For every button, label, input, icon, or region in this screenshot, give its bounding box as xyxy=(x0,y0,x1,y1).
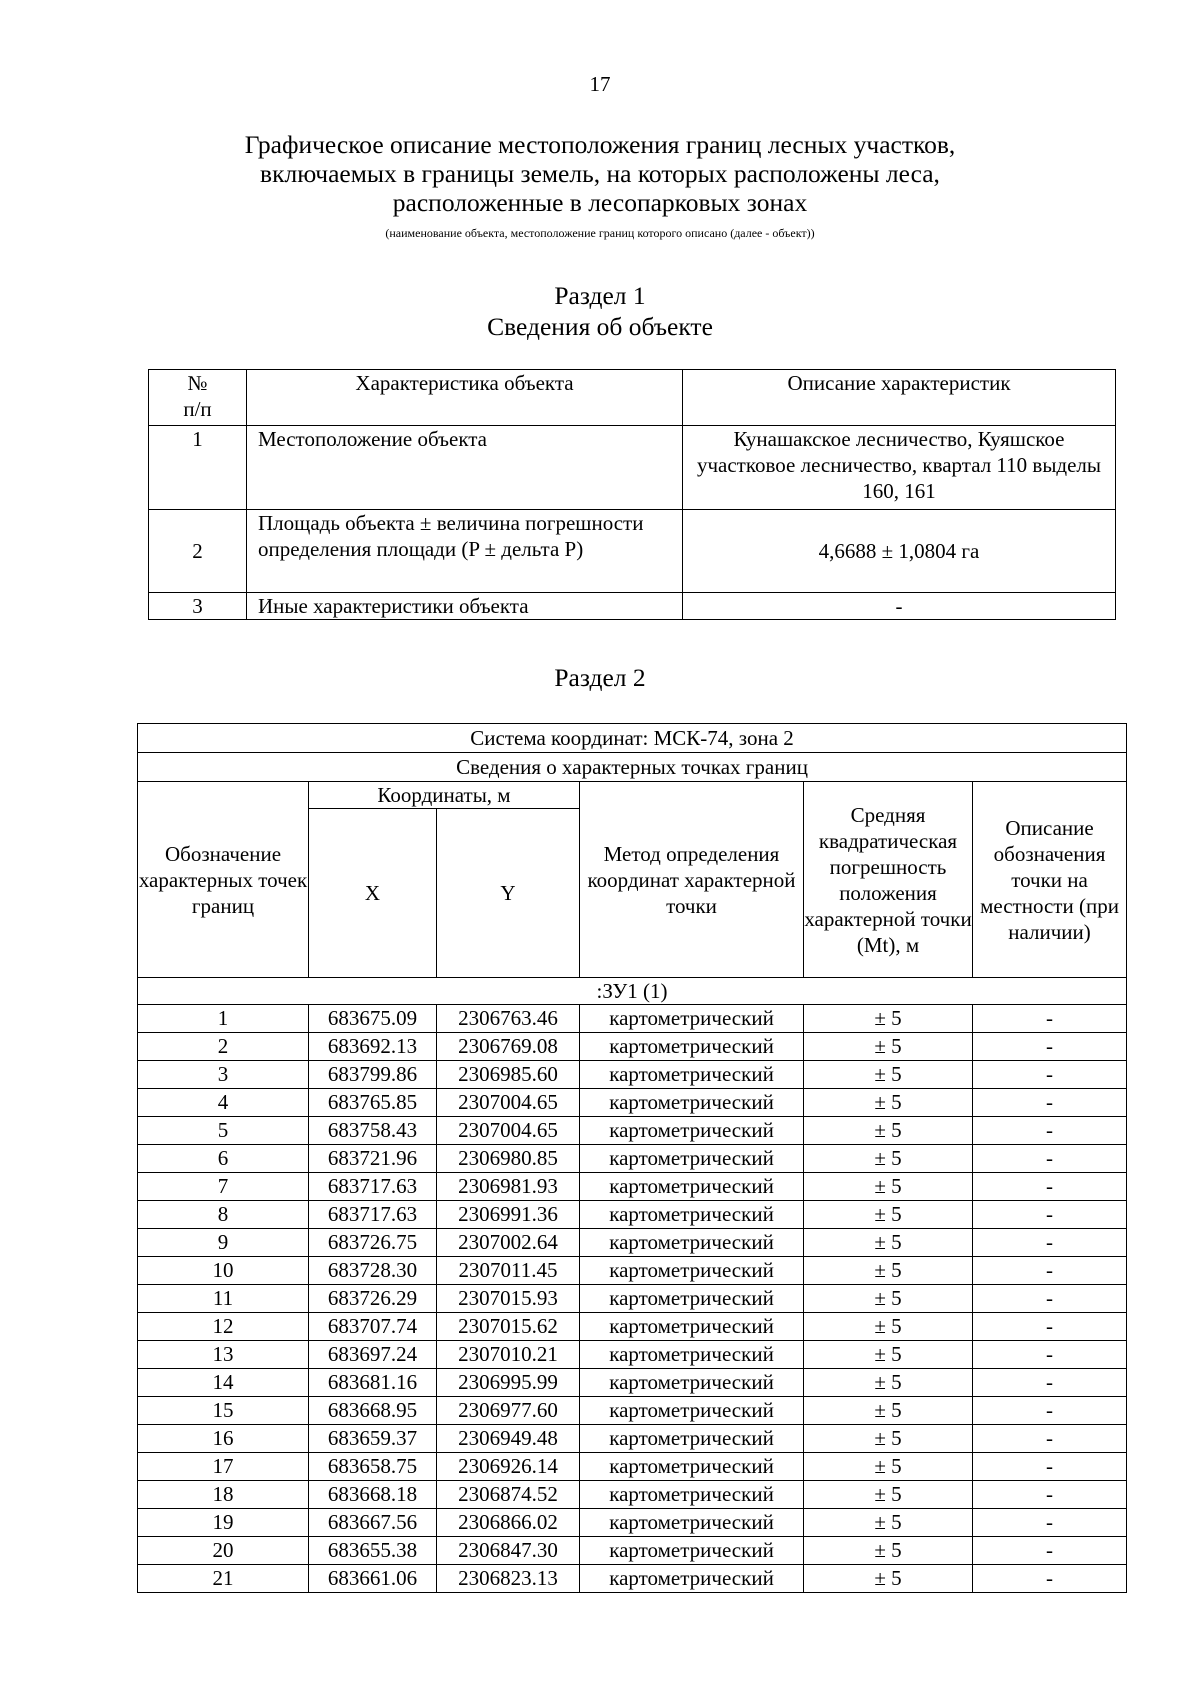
row-number: 1 xyxy=(149,426,247,510)
table-row xyxy=(149,593,1116,620)
method-cell: картометрический xyxy=(580,1061,804,1089)
error-cell: ± 5 xyxy=(804,1173,973,1201)
point-cell: 20 xyxy=(138,1537,309,1565)
y-cell: 2307011.45 xyxy=(437,1257,580,1285)
desc-cell: - xyxy=(973,1201,1127,1229)
error-cell: ± 5 xyxy=(804,1005,973,1033)
point-cell: 17 xyxy=(138,1453,309,1481)
header-description: Описание характеристик xyxy=(683,370,1116,426)
x-cell: 683697.24 xyxy=(309,1341,437,1369)
title-line: включаемых в границы земель, на которых расположены леса, xyxy=(260,159,940,188)
method-cell: картометрический xyxy=(580,1313,804,1341)
y-cell: 2306949.48 xyxy=(437,1425,580,1453)
y-cell: 2307004.65 xyxy=(437,1117,580,1145)
method-cell: картометрический xyxy=(580,1201,804,1229)
coordinate-system: Система координат: МСК-74, зона 2 xyxy=(138,724,1127,753)
table-row xyxy=(138,1285,1127,1313)
error-cell: ± 5 xyxy=(804,1033,973,1061)
point-cell: 4 xyxy=(138,1089,309,1117)
y-cell: 2307015.62 xyxy=(437,1313,580,1341)
method-cell: картометрический xyxy=(580,1089,804,1117)
title-note: (наименование объекта, местоположение границ которого описано (далее - объект)) xyxy=(385,226,815,240)
table-row xyxy=(138,1173,1127,1201)
table-row xyxy=(138,1145,1127,1173)
point-cell: 11 xyxy=(138,1285,309,1313)
method-cell: картометрический xyxy=(580,1257,804,1285)
desc-cell: - xyxy=(973,1285,1127,1313)
y-cell: 2306995.99 xyxy=(437,1369,580,1397)
header-point: Обозначение характерных точек границ xyxy=(138,782,309,978)
desc-cell: - xyxy=(973,1425,1127,1453)
x-cell: 683659.37 xyxy=(309,1425,437,1453)
method-cell: картометрический xyxy=(580,1145,804,1173)
header-coords: Координаты, м xyxy=(309,782,580,809)
table-row xyxy=(138,1089,1127,1117)
header-y: Y xyxy=(437,809,580,978)
x-cell: 683667.56 xyxy=(309,1509,437,1537)
table-row xyxy=(138,1565,1127,1593)
table-row xyxy=(138,1537,1127,1565)
error-cell: ± 5 xyxy=(804,1257,973,1285)
point-cell: 21 xyxy=(138,1565,309,1593)
error-cell: ± 5 xyxy=(804,1481,973,1509)
table-row xyxy=(138,1453,1127,1481)
x-cell: 683726.75 xyxy=(309,1229,437,1257)
system-row xyxy=(138,724,1127,753)
x-cell: 683707.74 xyxy=(309,1313,437,1341)
error-cell: ± 5 xyxy=(804,1285,973,1313)
row-characteristic: Местоположение объекта xyxy=(247,426,683,510)
desc-cell: - xyxy=(973,1089,1127,1117)
desc-cell: - xyxy=(973,1397,1127,1425)
point-cell: 19 xyxy=(138,1509,309,1537)
method-cell: картометрический xyxy=(580,1453,804,1481)
error-cell: ± 5 xyxy=(804,1145,973,1173)
y-cell: 2306991.36 xyxy=(437,1201,580,1229)
desc-cell: - xyxy=(973,1313,1127,1341)
y-cell: 2306763.46 xyxy=(437,1005,580,1033)
error-cell: ± 5 xyxy=(804,1509,973,1537)
table-row xyxy=(138,1425,1127,1453)
table-row xyxy=(138,1033,1127,1061)
desc-cell: - xyxy=(973,1061,1127,1089)
method-cell: картометрический xyxy=(580,1341,804,1369)
error-cell: ± 5 xyxy=(804,1089,973,1117)
method-cell: картометрический xyxy=(580,1369,804,1397)
method-cell: картометрический xyxy=(580,1173,804,1201)
error-cell: ± 5 xyxy=(804,1229,973,1257)
point-cell: 7 xyxy=(138,1173,309,1201)
header-method: Метод определения координат характерной точки xyxy=(580,782,804,978)
object-info-table xyxy=(148,369,1116,620)
x-cell: 683758.43 xyxy=(309,1117,437,1145)
page-number: 17 xyxy=(589,72,611,96)
y-cell: 2306985.60 xyxy=(437,1061,580,1089)
row-number: 3 xyxy=(149,593,247,620)
error-cell: ± 5 xyxy=(804,1397,973,1425)
table-row xyxy=(138,1313,1127,1341)
header-characteristic: Характеристика объекта xyxy=(247,370,683,426)
point-cell: 10 xyxy=(138,1257,309,1285)
y-cell: 2307015.93 xyxy=(437,1285,580,1313)
header-row xyxy=(138,782,1127,809)
error-cell: ± 5 xyxy=(804,1453,973,1481)
table-row xyxy=(138,1229,1127,1257)
y-cell: 2306980.85 xyxy=(437,1145,580,1173)
y-cell: 2307002.64 xyxy=(437,1229,580,1257)
points-body xyxy=(138,1005,1127,1593)
y-cell: 2306866.02 xyxy=(437,1509,580,1537)
error-cell: ± 5 xyxy=(804,1565,973,1593)
method-cell: картометрический xyxy=(580,1033,804,1061)
desc-cell: - xyxy=(973,1369,1127,1397)
error-cell: ± 5 xyxy=(804,1425,973,1453)
x-cell: 683799.86 xyxy=(309,1061,437,1089)
table-row xyxy=(138,1201,1127,1229)
desc-cell: - xyxy=(973,1537,1127,1565)
method-cell: картометрический xyxy=(580,1481,804,1509)
y-cell: 2306769.08 xyxy=(437,1033,580,1061)
boundary-points-table xyxy=(137,723,1127,1593)
row-characteristic: Площадь объекта ± величина погрешности определения площади (P ± дельта P) xyxy=(247,510,683,593)
x-cell: 683717.63 xyxy=(309,1201,437,1229)
x-cell: 683675.09 xyxy=(309,1005,437,1033)
error-cell: ± 5 xyxy=(804,1313,973,1341)
table-row xyxy=(138,1369,1127,1397)
point-cell: 5 xyxy=(138,1117,309,1145)
parcel-label: :ЗУ1 (1) xyxy=(138,978,1127,1005)
error-cell: ± 5 xyxy=(804,1537,973,1565)
point-cell: 8 xyxy=(138,1201,309,1229)
x-cell: 683726.29 xyxy=(309,1285,437,1313)
x-cell: 683661.06 xyxy=(309,1565,437,1593)
document-title xyxy=(100,130,1100,217)
table-row xyxy=(149,426,1116,510)
error-cell: ± 5 xyxy=(804,1201,973,1229)
header-number: № п/п xyxy=(149,370,247,426)
x-cell: 683765.85 xyxy=(309,1089,437,1117)
table-row xyxy=(138,1481,1127,1509)
table-row xyxy=(138,1341,1127,1369)
header-error: Средняя квадратическая погрешность положения характерной точки (Mt), м xyxy=(804,782,973,978)
y-cell: 2306926.14 xyxy=(437,1453,580,1481)
y-cell: 2307004.65 xyxy=(437,1089,580,1117)
desc-cell: - xyxy=(973,1033,1127,1061)
table-row xyxy=(149,510,1116,593)
y-cell: 2306874.52 xyxy=(437,1481,580,1509)
error-cell: ± 5 xyxy=(804,1369,973,1397)
point-cell: 3 xyxy=(138,1061,309,1089)
x-cell: 683655.38 xyxy=(309,1537,437,1565)
x-cell: 683668.95 xyxy=(309,1397,437,1425)
desc-cell: - xyxy=(973,1509,1127,1537)
parcel-row xyxy=(138,978,1127,1005)
row-description: Кунашакское лесничество, Куяшское участковое лесничество, квартал 110 выделы 160, 161 xyxy=(683,426,1116,510)
point-cell: 16 xyxy=(138,1425,309,1453)
title-line: расположенные в лесопарковых зонах xyxy=(392,188,808,217)
desc-cell: - xyxy=(973,1117,1127,1145)
method-cell: картометрический xyxy=(580,1565,804,1593)
x-cell: 683658.75 xyxy=(309,1453,437,1481)
table-row xyxy=(138,1509,1127,1537)
desc-cell: - xyxy=(973,1565,1127,1593)
title-line: Графическое описание местоположения границ лесных участков, xyxy=(244,130,956,159)
section1-title: Раздел 1 xyxy=(554,281,646,310)
point-cell: 15 xyxy=(138,1397,309,1425)
section2-heading: Раздел 2 xyxy=(554,663,646,692)
table-row xyxy=(138,1061,1127,1089)
method-cell: картометрический xyxy=(580,1425,804,1453)
table-row xyxy=(138,1117,1127,1145)
row-description: - xyxy=(683,593,1116,620)
point-cell: 14 xyxy=(138,1369,309,1397)
method-cell: картометрический xyxy=(580,1229,804,1257)
method-cell: картометрический xyxy=(580,1537,804,1565)
desc-cell: - xyxy=(973,1341,1127,1369)
section1-heading xyxy=(100,280,1100,342)
desc-cell: - xyxy=(973,1229,1127,1257)
table-caption: Сведения о характерных точках границ xyxy=(138,753,1127,782)
x-cell: 683681.16 xyxy=(309,1369,437,1397)
error-cell: ± 5 xyxy=(804,1341,973,1369)
y-cell: 2306823.13 xyxy=(437,1565,580,1593)
header-desc: Описание обозначения точки на местности (при наличии) xyxy=(973,782,1127,978)
point-cell: 6 xyxy=(138,1145,309,1173)
x-cell: 683717.63 xyxy=(309,1173,437,1201)
desc-cell: - xyxy=(973,1257,1127,1285)
point-cell: 9 xyxy=(138,1229,309,1257)
point-cell: 1 xyxy=(138,1005,309,1033)
table-header-row xyxy=(149,370,1116,426)
x-cell: 683721.96 xyxy=(309,1145,437,1173)
x-cell: 683668.18 xyxy=(309,1481,437,1509)
error-cell: ± 5 xyxy=(804,1117,973,1145)
table-row xyxy=(138,1397,1127,1425)
header-x: X xyxy=(309,809,437,978)
error-cell: ± 5 xyxy=(804,1061,973,1089)
point-cell: 18 xyxy=(138,1481,309,1509)
y-cell: 2306847.30 xyxy=(437,1537,580,1565)
table-row xyxy=(138,1005,1127,1033)
section1-subtitle: Сведения об объекте xyxy=(487,312,713,341)
desc-cell: - xyxy=(973,1453,1127,1481)
x-cell: 683728.30 xyxy=(309,1257,437,1285)
desc-cell: - xyxy=(973,1005,1127,1033)
point-cell: 13 xyxy=(138,1341,309,1369)
x-cell: 683692.13 xyxy=(309,1033,437,1061)
y-cell: 2306981.93 xyxy=(437,1173,580,1201)
desc-cell: - xyxy=(973,1145,1127,1173)
row-description: 4,6688 ± 1,0804 га xyxy=(683,510,1116,593)
method-cell: картометрический xyxy=(580,1117,804,1145)
point-cell: 2 xyxy=(138,1033,309,1061)
table-row xyxy=(138,1257,1127,1285)
point-cell: 12 xyxy=(138,1313,309,1341)
method-cell: картометрический xyxy=(580,1397,804,1425)
row-number: 2 xyxy=(149,510,247,593)
desc-cell: - xyxy=(973,1481,1127,1509)
caption-row xyxy=(138,753,1127,782)
y-cell: 2306977.60 xyxy=(437,1397,580,1425)
method-cell: картометрический xyxy=(580,1509,804,1537)
row-characteristic: Иные характеристики объекта xyxy=(247,593,683,620)
method-cell: картометрический xyxy=(580,1005,804,1033)
desc-cell: - xyxy=(973,1173,1127,1201)
method-cell: картометрический xyxy=(580,1285,804,1313)
y-cell: 2307010.21 xyxy=(437,1341,580,1369)
